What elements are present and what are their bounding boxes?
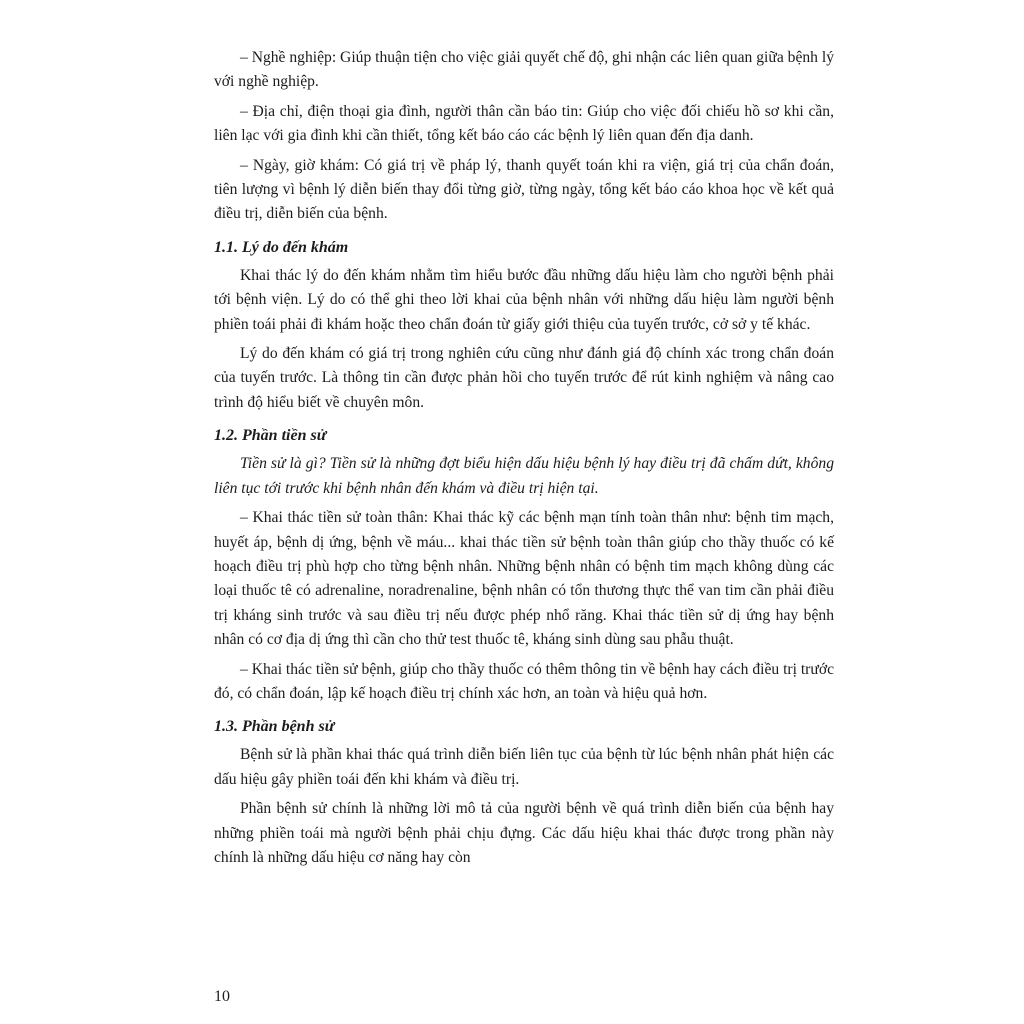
paragraph-reason-2: Lý do đến khám có giá trị trong nghiên cứu cũng như đánh giá độ chính xác trong chẩn đoán của tuyến trước. Là thông tin cần được phản hồi cho tuyến trước để rút kinh nghiệm và nâng cao trình độ hiểu biết về chuyên môn. bbox=[214, 345, 834, 411]
heading-past-history: 1.2. Phần tiền sử bbox=[214, 427, 327, 445]
paragraph-history-definition: Tiền sử là gì? Tiền sử là những đợt biểu hiện dấu hiệu bệnh lý hay điều trị đã chấm dứt, không liên tục tới trước khi bệnh nhân đến khám và điều trị hiện tại. bbox=[214, 455, 834, 497]
paragraph-address: – Địa chỉ, điện thoại gia đình, người thân cần báo tin: Giúp cho việc đối chiếu hồ sơ khi cần, liên lạc với gia đình khi cần thiết, tổng kết báo cáo các bệnh lý liên quan đến địa danh. bbox=[214, 102, 834, 145]
page-number: 10 bbox=[214, 988, 230, 1005]
paragraph-present-illness-1: Bệnh sử là phần khai thác quá trình diễn biến liên tục của bệnh từ lúc bệnh nhân phát hiện các dấu hiệu gây phiền toái đến khi khám và điều trị. bbox=[214, 746, 834, 788]
heading-present-illness: 1.3. Phần bệnh sử bbox=[214, 718, 335, 736]
paragraph-present-illness-2: Phần bệnh sử chính là những lời mô tả của người bệnh về quá trình diễn biến của bệnh hay những phiền toái mà người bệnh phải chịu đựng. Các dấu hiệu khai thác được trong phần này chính là những dấu hiệu cơ năng hay còn bbox=[214, 800, 834, 866]
paragraph-reason-1: Khai thác lý do đến khám nhằm tìm hiểu bước đầu những dấu hiệu làm cho người bệnh phải tới bệnh viện. Lý do có thể ghi theo lời khai của bệnh nhân với những dấu hiệu làm người bệnh phiền toái phải đi khám hoặc theo chẩn đoán từ giấy giới thiệu của tuyến trước, cở sở y tế khác. bbox=[214, 266, 834, 333]
page-content bbox=[214, 46, 834, 875]
paragraph-occupation: – Nghề nghiệp: Giúp thuận tiện cho việc giải quyết chế độ, ghi nhận các liên quan giữa bệnh lý với nghề nghiệp. bbox=[214, 49, 834, 91]
paragraph-disease-history: – Khai thác tiền sử bệnh, giúp cho thầy thuốc có thêm thông tin về bệnh hay cách điều trị trước đó, có chẩn đoán, lập kế hoạch điều trị chính xác hơn, an toàn và hiệu quả hơn. bbox=[214, 660, 834, 702]
paragraph-systemic-history: – Khai thác tiền sử toàn thân: Khai thác kỹ các bệnh mạn tính toàn thân như: bệnh tim mạch, huyết áp, bệnh dị ứng, bệnh về máu... khai thác tiền sử bệnh toàn thân giúp cho thầy thuốc có kế hoạch điều trị phù hợp cho từng bệnh nhân. Những bệnh nhân có bệnh tim mạch không dùng các loại thuốc tê có adrenaline, noradrenaline, bệnh nhân có tổn thương thực thể van tim cần phải điều trị kháng sinh trước và sau điều trị nếu được phép nhổ răng. Khai thác tiền sử dị ứng hay bệnh nhân có cơ địa dị ứng thì cần cho thử test thuốc tê, kháng sinh dùng sau phẫu thuật. bbox=[214, 509, 834, 649]
heading-reason-for-visit: 1.1. Lý do đến khám bbox=[214, 238, 349, 256]
paragraph-exam-date: – Ngày, giờ khám: Có giá trị về pháp lý, thanh quyết toán khi ra viện, giá trị của chẩn đoán, tiên lượng vì bệnh lý diễn biến thay đổi từng giờ, từng ngày, tổng kết báo cáo khoa học về kết quả điều trị, diễn biến của bệnh. bbox=[214, 156, 834, 223]
